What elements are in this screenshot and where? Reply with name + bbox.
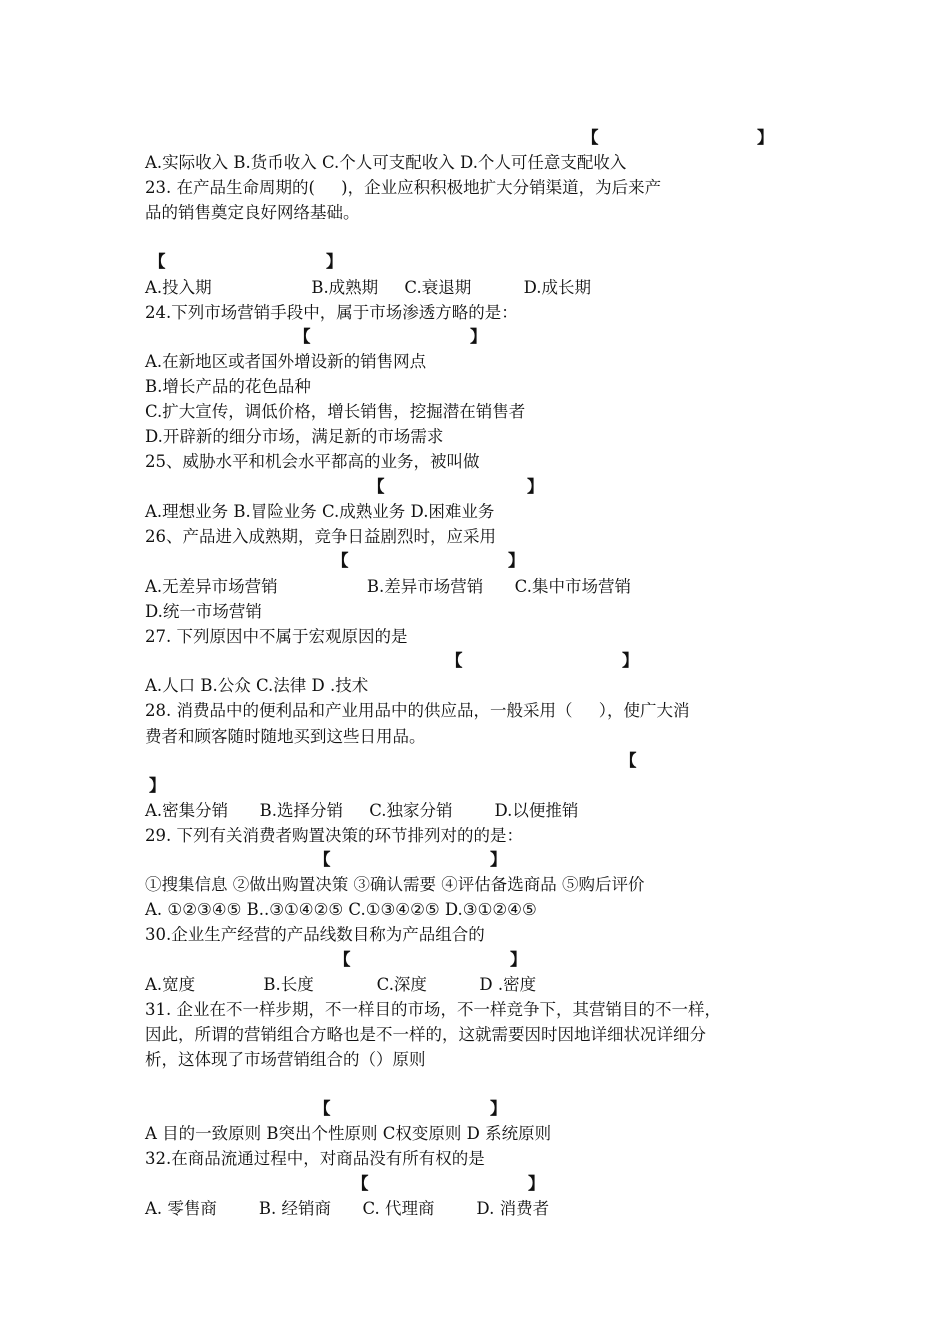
- answer-bracket-open: 【: [332, 551, 349, 570]
- answer-bracket-close: 】: [757, 128, 774, 147]
- q26-options: A.无差异市场营销 B.差异市场营销 C.集中市场营销: [145, 577, 631, 596]
- answer-bracket-close: 】: [622, 651, 639, 670]
- answer-bracket-open: 【: [149, 252, 166, 271]
- q28-stem-cont: 费者和顾客随时随地买到这些日用品。: [145, 727, 426, 746]
- q32-stem: 32.在商品流通过程中，对商品没有所有权的是: [145, 1149, 485, 1168]
- answer-bracket-close: 】: [149, 776, 166, 795]
- answer-bracket-close: 】: [490, 1099, 507, 1118]
- q24-option-c: C.扩大宣传，调低价格，增长销售，挖掘潜在销售者: [145, 402, 526, 421]
- answer-bracket-close: 】: [490, 850, 507, 869]
- answer-bracket-open: 【: [294, 327, 311, 346]
- answer-bracket-open: 【: [352, 1174, 369, 1193]
- q26-option-d: D.统一市场营销: [145, 602, 262, 621]
- q24-stem: 24.下列市场营销手段中，属于市场渗透方略的是：: [145, 303, 518, 322]
- q24-option-d: D.开辟新的细分市场，满足新的市场需求: [145, 427, 444, 446]
- answer-bracket-open: 【: [314, 1099, 331, 1118]
- q27-options: A.人口 B.公众 C.法律 D .技术: [145, 676, 369, 695]
- q31-options: A 目的一致原则 B突出个性原则 C权变原则 D 系统原则: [145, 1124, 552, 1143]
- answer-bracket-close: 】: [326, 252, 343, 271]
- answer-bracket-close: 】: [510, 950, 527, 969]
- q25-stem: 25、威胁水平和机会水平都高的业务，被叫做: [145, 452, 480, 471]
- q30-stem: 30.企业生产经营的产品线数目称为产品组合的: [145, 925, 485, 944]
- q23-options: A.投入期 B.成熟期 C.衰退期 D.成长期: [145, 278, 592, 297]
- q22-options: A.实际收入 B.货币收入 C.个人可支配收入 D.个人可任意支配收入: [145, 153, 627, 172]
- answer-bracket-close: 】: [470, 327, 487, 346]
- answer-bracket-open: 【: [582, 128, 599, 147]
- q31-stem-cont: 因此，所谓的营销组合方略也是不一样的，这就需要因时因地详细状况详细分: [145, 1025, 706, 1044]
- q24-option-b: B.增长产品的花色品种: [145, 377, 311, 396]
- q23-stem: 23. 在产品生命周期的( )，企业应积积极地扩大分销渠道，为后来产: [145, 178, 662, 197]
- q28-stem: 28. 消费品中的便利品和产业用品中的供应品，一般采用（ ），使广大消: [145, 701, 690, 720]
- q28-options: A.密集分销 B.选择分销 C.独家分销 D.以便推销: [145, 801, 579, 820]
- q23-stem-cont: 品的销售奠定良好网络基础。: [145, 203, 360, 222]
- answer-bracket-open: 【: [368, 477, 385, 496]
- answer-bracket-close: 】: [528, 1174, 545, 1193]
- q27-stem: 27. 下列原因中不属于宏观原因的是: [145, 627, 408, 646]
- answer-bracket-open: 【: [334, 950, 351, 969]
- answer-bracket-open: 【: [314, 850, 331, 869]
- q29-stem: 29. 下列有关消费者购置决策的环节排列对的的是：: [145, 826, 523, 845]
- answer-bracket-close: 】: [508, 551, 525, 570]
- answer-bracket-open: 【: [620, 751, 637, 770]
- q26-stem: 26、产品进入成熟期，竞争日益剧烈时，应采用: [145, 527, 496, 546]
- answer-bracket-open: 【: [446, 651, 463, 670]
- q24-option-a: A.在新地区或者国外增设新的销售网点: [145, 352, 427, 371]
- q29-steps: ①搜集信息 ②做出购置决策 ③确认需要 ④评估备选商品 ⑤购后评价: [145, 875, 645, 894]
- q31-stem-cont2: 析，这体现了市场营销组合的（）原则: [145, 1050, 426, 1069]
- q32-options: A. 零售商 B. 经销商 C. 代理商 D. 消费者: [145, 1199, 550, 1218]
- q25-options: A.理想业务 B.冒险业务 C.成熟业务 D.困难业务: [145, 502, 495, 521]
- q30-options: A.宽度 B.长度 C.深度 D .密度: [145, 975, 537, 994]
- answer-bracket-close: 】: [527, 477, 544, 496]
- q29-options: A. ①②③④⑤ B..③①④②⑤ C.①③④②⑤ D.③①②④⑤: [145, 900, 537, 919]
- q31-stem: 31. 企业在不一样步期，不一样目的市场，不一样竞争下，其营销目的不一样，: [145, 1000, 721, 1019]
